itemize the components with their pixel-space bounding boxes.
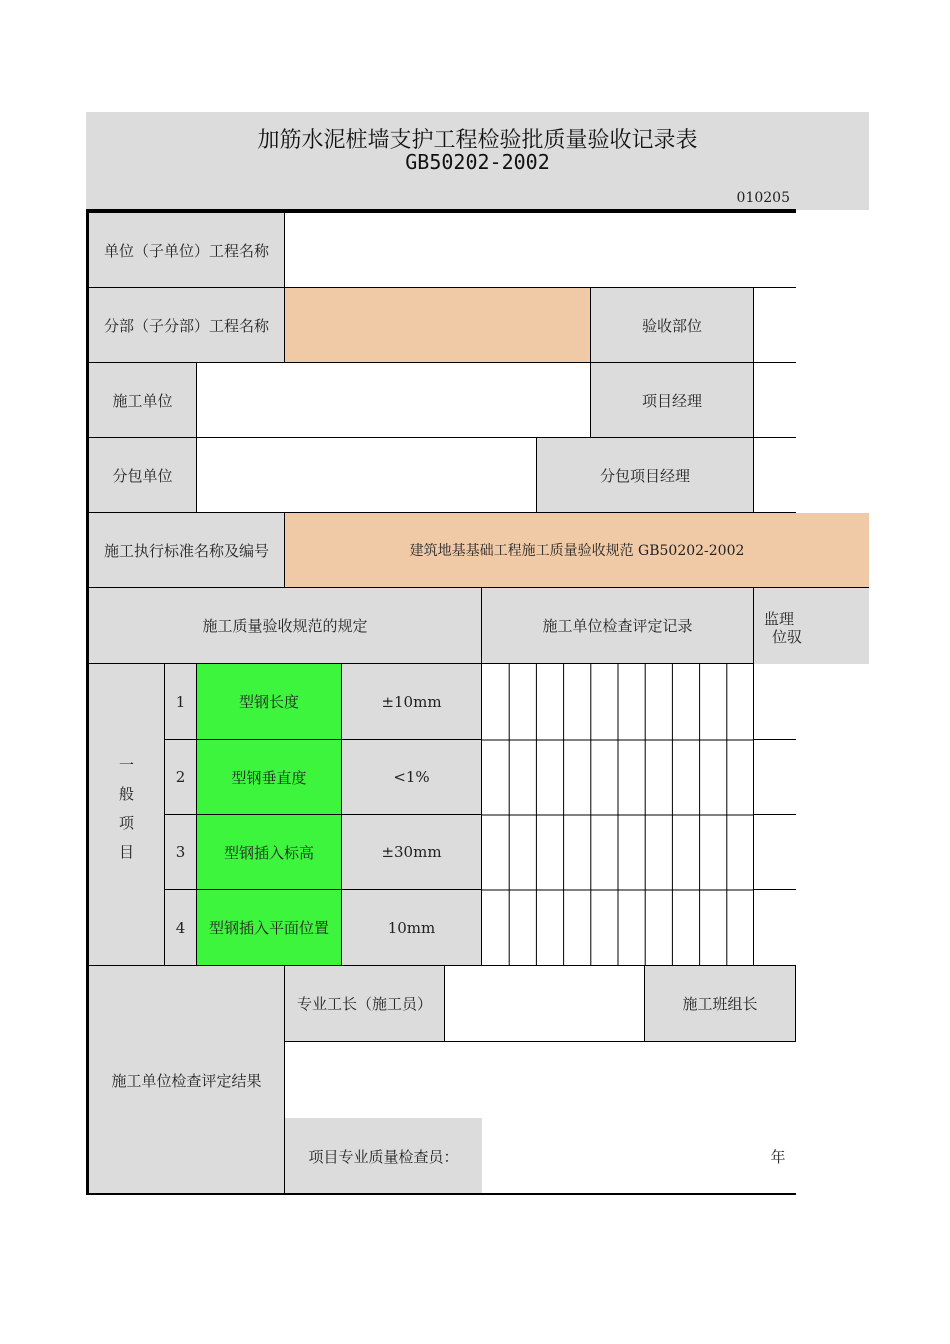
item-name: 型钢长度 bbox=[197, 664, 342, 740]
project-manager-label: 项目经理 bbox=[591, 363, 754, 438]
record-grid-lines bbox=[482, 664, 754, 966]
item-name: 型钢插入标高 bbox=[197, 815, 342, 890]
general-items-group bbox=[89, 664, 165, 966]
foreman-input[interactable] bbox=[445, 966, 645, 1042]
item-name: 型钢插入平面位置 bbox=[197, 890, 342, 966]
division-input[interactable] bbox=[285, 288, 591, 363]
standard-label: 施工执行标准名称及编号 bbox=[89, 513, 285, 588]
supervision-cell[interactable] bbox=[754, 890, 796, 966]
foreman-label: 专业工长（施工员） bbox=[285, 966, 445, 1042]
item-number: 1 bbox=[165, 664, 197, 740]
record-header: 施工单位检查评定记录 bbox=[482, 588, 754, 664]
date-year-label: 年 bbox=[770, 1147, 786, 1166]
general-items-label: 一般项目 bbox=[117, 756, 135, 873]
result-input[interactable] bbox=[285, 1042, 796, 1118]
item-tolerance: ±10mm bbox=[342, 664, 482, 740]
supervision-header bbox=[754, 588, 869, 664]
sub-project-manager-input[interactable] bbox=[754, 438, 796, 513]
page-title: 加筋水泥桩墙支护工程检验批质量验收记录表 bbox=[257, 127, 698, 153]
item-name: 型钢垂直度 bbox=[197, 740, 342, 815]
item-number: 2 bbox=[165, 740, 197, 815]
inspector-label: 项目专业质量检查员： bbox=[285, 1118, 482, 1194]
acceptance-part-input[interactable] bbox=[754, 288, 796, 363]
subcontractor-input[interactable] bbox=[197, 438, 537, 513]
record-grid bbox=[482, 664, 754, 966]
form-number: 010205 bbox=[736, 190, 790, 206]
acceptance-part-label: 验收部位 bbox=[591, 288, 754, 363]
supervision-cell[interactable] bbox=[754, 664, 796, 740]
item-number: 4 bbox=[165, 890, 197, 966]
item-tolerance: ±30mm bbox=[342, 815, 482, 890]
inspector-signature[interactable] bbox=[482, 1118, 796, 1194]
result-section-label: 施工单位检查评定结果 bbox=[89, 966, 285, 1195]
item-tolerance: <1% bbox=[342, 740, 482, 815]
standard-value[interactable]: 建筑地基基础工程施工质量验收规范 GB50202-2002 bbox=[285, 513, 869, 588]
unit-project-input[interactable] bbox=[285, 213, 796, 288]
item-number: 3 bbox=[165, 815, 197, 890]
team-leader-label: 施工班组长 bbox=[645, 966, 796, 1042]
supervision-header-line2: 位驭 bbox=[772, 628, 803, 646]
supervision-cell[interactable] bbox=[754, 740, 796, 815]
contractor-input[interactable] bbox=[197, 363, 591, 438]
unit-project-label: 单位（子单位）工程名称 bbox=[89, 213, 285, 288]
standard-code: GB50202-2002 bbox=[405, 150, 550, 174]
supervision-header-line1: 监理 bbox=[764, 610, 795, 628]
table-bottom-border bbox=[86, 1193, 796, 1195]
division-label: 分部（子分部）工程名称 bbox=[89, 288, 285, 363]
supervision-cell[interactable] bbox=[754, 815, 796, 890]
contractor-label: 施工单位 bbox=[89, 363, 197, 438]
subcontractor-label: 分包单位 bbox=[89, 438, 197, 513]
item-tolerance: 10mm bbox=[342, 890, 482, 966]
project-manager-input[interactable] bbox=[754, 363, 796, 438]
sub-project-manager-label: 分包项目经理 bbox=[537, 438, 754, 513]
spec-header: 施工质量验收规范的规定 bbox=[89, 588, 482, 664]
